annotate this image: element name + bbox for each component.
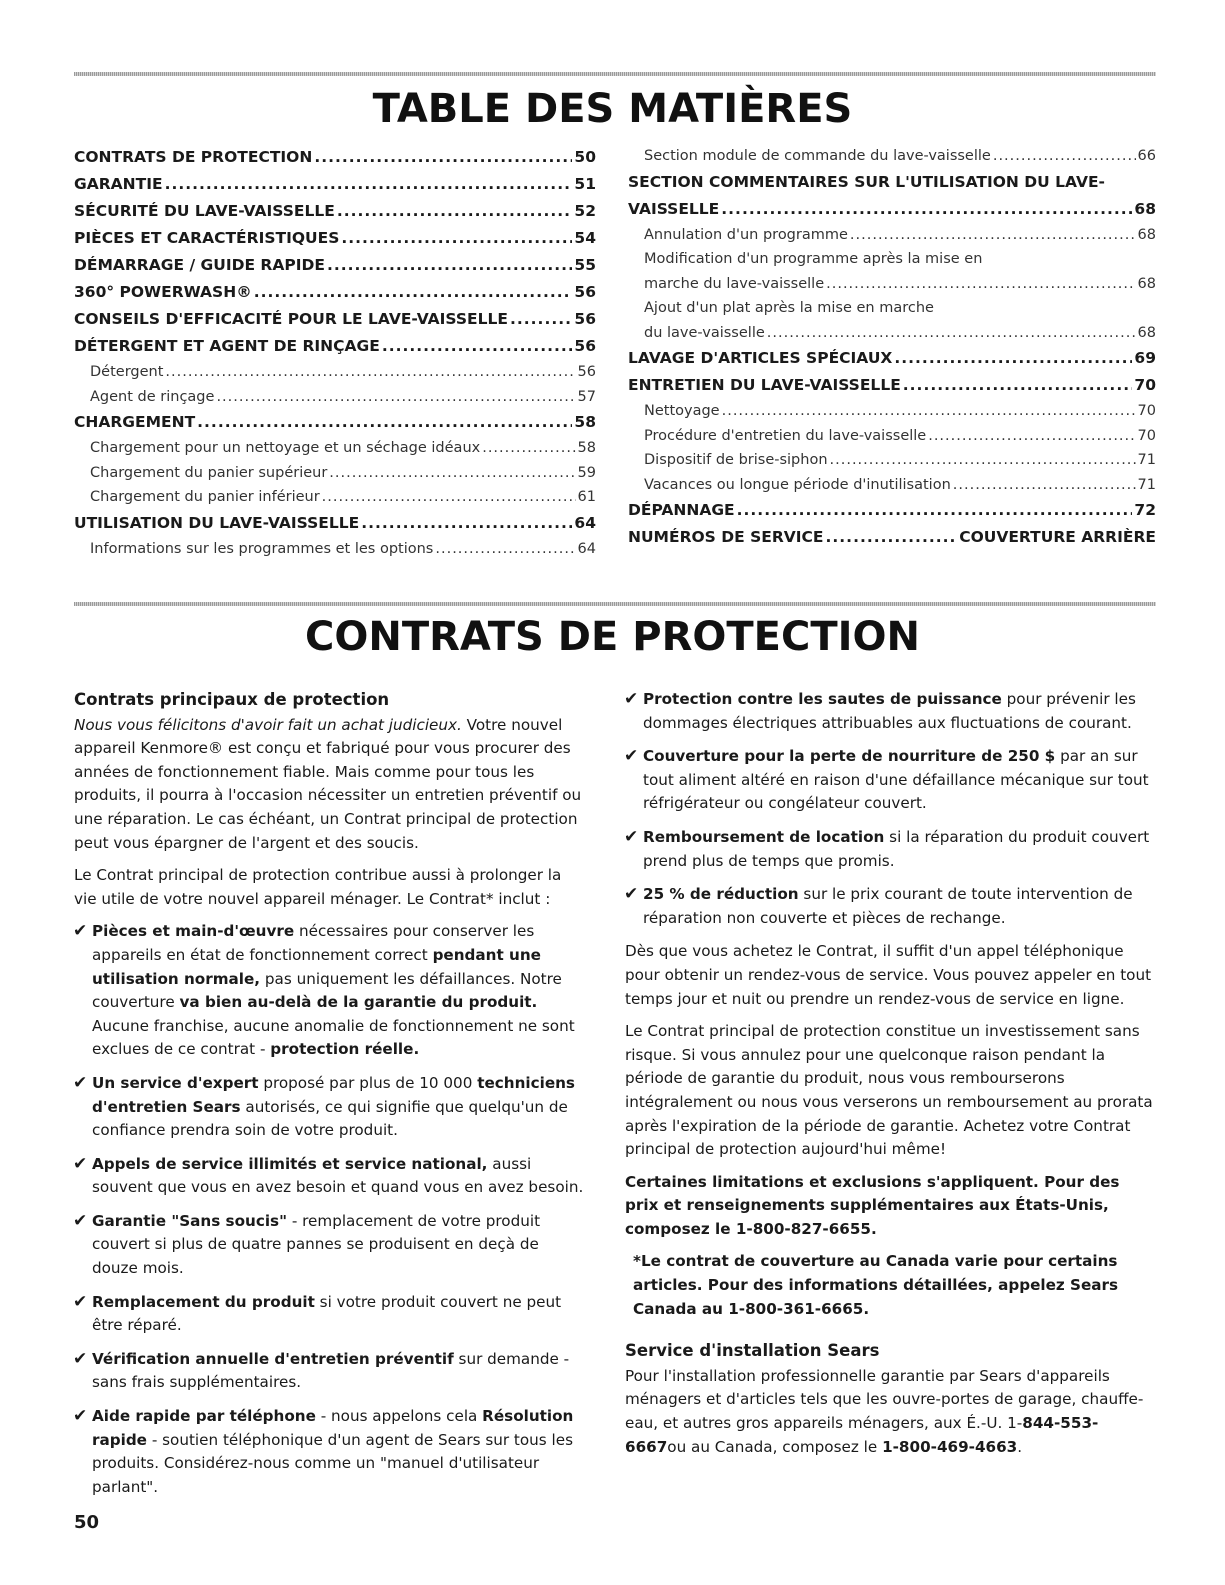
toc-entry bbox=[628, 428, 1156, 453]
toc-entry-label: Modification d'un programme après la mise en bbox=[644, 251, 983, 267]
checkmark-icon: ✔ bbox=[624, 746, 639, 767]
toc-entry-page: 70 bbox=[1137, 403, 1156, 419]
toc-entry bbox=[628, 477, 1156, 502]
purchase-paragraph: Dès que vous achetez le Contrat, il suffit d'un appel téléphonique pour obtenir un rendez-vous de service. Vous pouvez appeler en tout temps jour et nuit ou prendre un rendez-vous de service en ligne. bbox=[625, 942, 1152, 1008]
toc-entry-page: 56 bbox=[574, 337, 596, 355]
checkmark-icon: ✔ bbox=[624, 884, 639, 905]
toc-entry-label: CHARGEMENT bbox=[74, 413, 196, 431]
toc-entry-page: 68 bbox=[1137, 275, 1156, 292]
toc-entry-page: 54 bbox=[574, 229, 596, 247]
toc-entry bbox=[74, 283, 596, 310]
toc-entry-label: Chargement du panier inférieur bbox=[90, 489, 320, 505]
toc-entry-label: GARANTIE bbox=[74, 175, 163, 193]
toc-entry-page: 72 bbox=[1134, 501, 1156, 519]
toc-leader-dots bbox=[254, 283, 573, 301]
toc-entry-label: Annulation d'un programme bbox=[644, 226, 848, 243]
toc-entry-label: CONSEILS D'EFFICACITÉ POUR LE LAVE-VAISSELLE bbox=[74, 310, 508, 328]
risk-free-paragraph: Le Contrat principal de protection constitue un investissement sans risque. Si vous annulez pour une quelconque raison pendant la période de garantie du produit, nous vous rembourserons intégralement ou nous vous verserons un remboursement au prorata après l'expiration de la période de garantie. Achetez votre Contrat principal de protection aujourd'hui même! bbox=[625, 1022, 1153, 1159]
toc-entry-page: 51 bbox=[574, 175, 596, 193]
toc-entry-label: VAISSELLE bbox=[628, 199, 720, 218]
toc-entry-page: 57 bbox=[577, 388, 596, 405]
checkmark-icon: ✔ bbox=[73, 1406, 88, 1427]
checkmark-icon: ✔ bbox=[73, 1348, 88, 1369]
list-item-rental-refund: ✔ Remboursement de location si la réparation du produit couvert prend plus de temps que promis. bbox=[624, 826, 1150, 870]
toc-entry bbox=[628, 528, 1156, 555]
toc-entry-page: 61 bbox=[577, 489, 596, 505]
section-title: CONTRATS DE PROTECTION bbox=[305, 614, 920, 660]
toc-leader-dots bbox=[737, 501, 1133, 519]
toc-entry-page: 58 bbox=[577, 440, 596, 456]
toc-entry-page: 70 bbox=[1137, 427, 1156, 444]
toc-leader-dots bbox=[721, 200, 1132, 218]
toc-leader-dots bbox=[830, 452, 1136, 468]
toc-entry-label: NUMÉROS DE SERVICE bbox=[628, 528, 824, 546]
toc-entry bbox=[628, 276, 1156, 301]
toc-entry-page: 59 bbox=[577, 464, 596, 481]
toc-entry bbox=[74, 413, 596, 440]
list-item-annual-check: ✔ Vérification annuelle d'entretien préventif sur demande - sans frais supplémentaires. bbox=[73, 1348, 570, 1392]
toc-entry bbox=[74, 310, 596, 337]
toc-entry bbox=[628, 349, 1156, 376]
toc-leader-dots bbox=[953, 477, 1136, 493]
toc-entry-label: Nettoyage bbox=[644, 403, 720, 419]
right-column bbox=[625, 688, 1157, 1468]
toc-entry-page: 58 bbox=[574, 413, 596, 431]
toc-entry bbox=[74, 489, 596, 514]
toc-entry-page: 68 bbox=[1137, 324, 1156, 341]
toc-entry-page: 55 bbox=[574, 256, 596, 274]
toc-leader-dots bbox=[482, 440, 575, 456]
toc-entry-label: Détergent bbox=[90, 364, 164, 380]
toc-leader-dots bbox=[197, 413, 572, 431]
toc-entry-page: 50 bbox=[574, 148, 596, 166]
intro-paragraph: Nous vous félicitons d'avoir fait un achat judicieux. Votre nouvel appareil Kenmore® est conçu et fabriqué pour vous procurer des années de fonctionnement fiable. Mais comme pour tous les produits, il pourra à l'occasion nécessiter un entretien préventif ou une réparation. Le cas échéant, un Contrat principal de protection peut vous épargner de l'argent et des soucis. bbox=[74, 715, 582, 852]
toc-entry-label: DÉMARRAGE / GUIDE RAPIDE bbox=[74, 256, 325, 274]
toc-entry-page: 71 bbox=[1137, 452, 1156, 468]
left-column bbox=[74, 688, 588, 1509]
checkmark-icon: ✔ bbox=[73, 1291, 88, 1312]
toc-left-column bbox=[74, 148, 596, 565]
checkmark-icon: ✔ bbox=[73, 1153, 88, 1174]
installation-paragraph: Pour l'installation professionnelle garantie par Sears d'appareils ménagers et d'articles tels que les ouvre-portes de garage, chauffe-eau, et autres gros appareils ménagers, aux É.-U. 1-844-553-6667ou au Canada, composez le 1-800-469-4663. bbox=[625, 1366, 1144, 1456]
list-item-parts-labor: ✔ Pièces et main-d'œuvre nécessaires pour conserver les appareils en état de fonctionnement correct pendant une utilisation normale, pas uniquement les défaillances. Notre couverture va bien au-delà de la garantie du produit. Aucune franchise, aucune anomalie de fonctionnement ne sont exclues de ce contrat - protection réelle. bbox=[73, 921, 575, 1059]
toc-leader-dots bbox=[826, 528, 958, 546]
toc-entry bbox=[628, 452, 1156, 477]
checkmark-icon: ✔ bbox=[73, 1072, 88, 1093]
toc-entry-label: Dispositif de brise-siphon bbox=[644, 452, 828, 468]
toc-entry bbox=[74, 465, 596, 490]
toc-leader-dots bbox=[216, 389, 575, 405]
toc-entry bbox=[628, 403, 1156, 428]
toc-entry-page: 52 bbox=[574, 202, 596, 220]
toc-entry bbox=[74, 175, 596, 202]
contract-paragraph: Le Contrat principal de protection contribue aussi à prolonger la vie utile de votre nouvel appareil ménager. Le Contrat* inclut : bbox=[74, 866, 562, 908]
toc-entry-label: SECTION COMMENTAIRES SUR L'UTILISATION DU LAVE- bbox=[628, 172, 1105, 191]
toc-leader-dots bbox=[435, 541, 575, 557]
toc-leader-dots bbox=[337, 202, 573, 220]
toc-entry-label: Informations sur les programmes et les options bbox=[90, 540, 434, 557]
toc-entry-label: SÉCURITÉ DU LAVE-VAISSELLE bbox=[74, 202, 335, 220]
toc-entry-label: 360° POWERWASH® bbox=[74, 283, 252, 301]
checkmark-icon: ✔ bbox=[73, 921, 88, 942]
toc-entry bbox=[74, 148, 596, 175]
toc-entry-page: 70 bbox=[1134, 376, 1156, 394]
toc-leader-dots bbox=[382, 337, 573, 355]
toc-entry-label: CONTRATS DE PROTECTION bbox=[74, 148, 313, 166]
toc-entry-page: 68 bbox=[1137, 226, 1156, 243]
toc-entry-page: 56 bbox=[577, 364, 596, 380]
toc-entry bbox=[628, 325, 1156, 350]
toc-entry bbox=[74, 337, 596, 364]
toc-entry-page: 68 bbox=[1134, 199, 1156, 218]
page-number: 50 bbox=[74, 1512, 100, 1533]
toc-leader-dots bbox=[826, 276, 1135, 292]
limitations-note: Certaines limitations et exclusions s'appliquent. Pour des prix et renseignements supplémentaires aux États-Unis, composez le 1-800-827-6655. bbox=[625, 1172, 1120, 1238]
toc-entry bbox=[74, 541, 596, 566]
toc-leader-dots bbox=[329, 465, 575, 481]
canada-note: *Le contrat de couverture au Canada varie pour certains articles. Pour des informations détaillées, appelez Sears Canada au 1-800-361-6665. bbox=[633, 1252, 1119, 1318]
list-item-unlimited-calls: ✔ Appels de service illimités et service national, aussi souvent que vous en avez besoin et quand vous en avez besoin. bbox=[73, 1153, 584, 1197]
checkmark-icon: ✔ bbox=[73, 1210, 88, 1231]
list-item-power-surge: ✔ Protection contre les sautes de puissance pour prévenir les dommages électriques attribuables aux fluctuations de courant. bbox=[624, 689, 1136, 732]
list-item-product-replacement: ✔ Remplacement du produit si votre produit couvert ne peut être réparé. bbox=[73, 1291, 562, 1335]
toc-leader-dots bbox=[322, 489, 576, 505]
toc-entry bbox=[74, 256, 596, 283]
toc-entry-label: Chargement du panier supérieur bbox=[90, 464, 328, 481]
toc-entry-label: marche du lave-vaisselle bbox=[644, 275, 825, 292]
toc-entry bbox=[74, 514, 596, 541]
toc-entry bbox=[74, 389, 596, 414]
toc-entry-label: Chargement pour un nettoyage et un séchage idéaux bbox=[90, 440, 481, 456]
toc-entry bbox=[628, 501, 1156, 528]
toc-entry-label: ENTRETIEN DU LAVE-VAISSELLE bbox=[628, 376, 901, 394]
toc-entry bbox=[628, 200, 1156, 227]
list-item-phone-help: ✔ Aide rapide par téléphone - nous appelons cela Résolution rapide - soutien téléphonique d'un agent de Sears sur tous les produits. Considérez-nous comme un "manuel d'utilisateur parlant". bbox=[73, 1406, 574, 1496]
middle-rule bbox=[74, 602, 1156, 606]
toc-entry-page: 66 bbox=[1137, 148, 1156, 164]
toc-leader-dots bbox=[314, 148, 572, 166]
toc-entry bbox=[628, 376, 1156, 403]
toc-entry-page: COUVERTURE ARRIÈRE bbox=[959, 528, 1156, 546]
toc-leader-dots bbox=[850, 227, 1136, 243]
toc-entry-page: 69 bbox=[1134, 349, 1156, 367]
toc-entry bbox=[74, 229, 596, 256]
toc-entry-label: UTILISATION DU LAVE-VAISSELLE bbox=[74, 513, 360, 532]
toc-leader-dots bbox=[993, 148, 1136, 164]
checkmark-icon: ✔ bbox=[624, 826, 639, 847]
toc-entry-page: 64 bbox=[577, 540, 596, 557]
toc-entry bbox=[74, 364, 596, 389]
toc-entry bbox=[74, 440, 596, 465]
toc-leader-dots bbox=[894, 349, 1132, 367]
toc-entry-page: 56 bbox=[574, 310, 596, 328]
checkmark-icon: ✔ bbox=[624, 689, 639, 709]
toc-entry-label: du lave-vaisselle bbox=[644, 324, 765, 341]
toc-entry bbox=[628, 148, 1156, 173]
list-item-expert-service: ✔ Un service d'expert proposé par plus de 10 000 techniciens d'entretien Sears autorisés, ce qui signifie que quelqu'un de confiance prendra soin de votre produit. bbox=[73, 1072, 575, 1140]
toc-entry-label: Agent de rinçage bbox=[90, 388, 215, 405]
toc-leader-dots bbox=[903, 376, 1133, 394]
toc-leader-dots bbox=[327, 256, 572, 274]
toc-entry-label: Procédure d'entretien du lave-vaisselle bbox=[644, 427, 927, 444]
toc-entry-label: Section module de commande du lave-vaisselle bbox=[644, 148, 991, 164]
installation-heading: Service d'installation Sears bbox=[625, 1341, 880, 1361]
toc-entry-page: 56 bbox=[574, 283, 596, 301]
toc-entry-label: DÉPANNAGE bbox=[628, 501, 735, 519]
list-item-discount: ✔ 25 % de réduction sur le prix courant de toute intervention de réparation non couverte et pièces de rechange. bbox=[624, 884, 1133, 927]
toc-leader-dots bbox=[722, 403, 1136, 419]
toc-right-column bbox=[628, 148, 1156, 555]
toc-leader-dots bbox=[510, 310, 572, 328]
top-rule bbox=[74, 72, 1156, 76]
toc-leader-dots bbox=[361, 514, 572, 532]
toc-title: TABLE DES MATIÈRES bbox=[372, 86, 853, 132]
toc-leader-dots bbox=[165, 175, 573, 193]
toc-entry-label: DÉTERGENT ET AGENT DE RINÇAGE bbox=[74, 337, 380, 355]
toc-leader-dots bbox=[767, 325, 1136, 341]
toc-entry-page: 64 bbox=[574, 513, 596, 532]
toc-leader-dots bbox=[341, 229, 572, 247]
toc-entry-label: PIÈCES ET CARACTÉRISTIQUES bbox=[74, 229, 340, 247]
toc-entry-label: Ajout d'un plat après la mise en marche bbox=[644, 300, 934, 316]
toc-entry bbox=[628, 300, 1156, 325]
toc-leader-dots bbox=[928, 428, 1135, 444]
contracts-heading: Contrats principaux de protection bbox=[74, 690, 390, 709]
toc-entry bbox=[74, 202, 596, 229]
toc-entry-label: LAVAGE D'ARTICLES SPÉCIAUX bbox=[628, 349, 893, 367]
toc-entry bbox=[628, 173, 1156, 200]
toc-entry-page: 71 bbox=[1137, 476, 1156, 493]
toc-entry bbox=[628, 227, 1156, 252]
toc-entry-label: Vacances ou longue période d'inutilisation bbox=[644, 476, 951, 493]
list-item-food-loss: ✔ Couverture pour la perte de nourriture de 250 $ par an sur tout aliment altéré en raison d'une défaillance mécanique sur tout réfrigérateur ou congélateur couvert. bbox=[624, 746, 1149, 813]
list-item-no-worry-guarantee: ✔ Garantie "Sans soucis" - remplacement de votre produit couvert si plus de quatre pannes se produisent en deçà de douze mois. bbox=[73, 1210, 541, 1278]
toc-leader-dots bbox=[165, 364, 575, 380]
toc-entry bbox=[628, 251, 1156, 276]
